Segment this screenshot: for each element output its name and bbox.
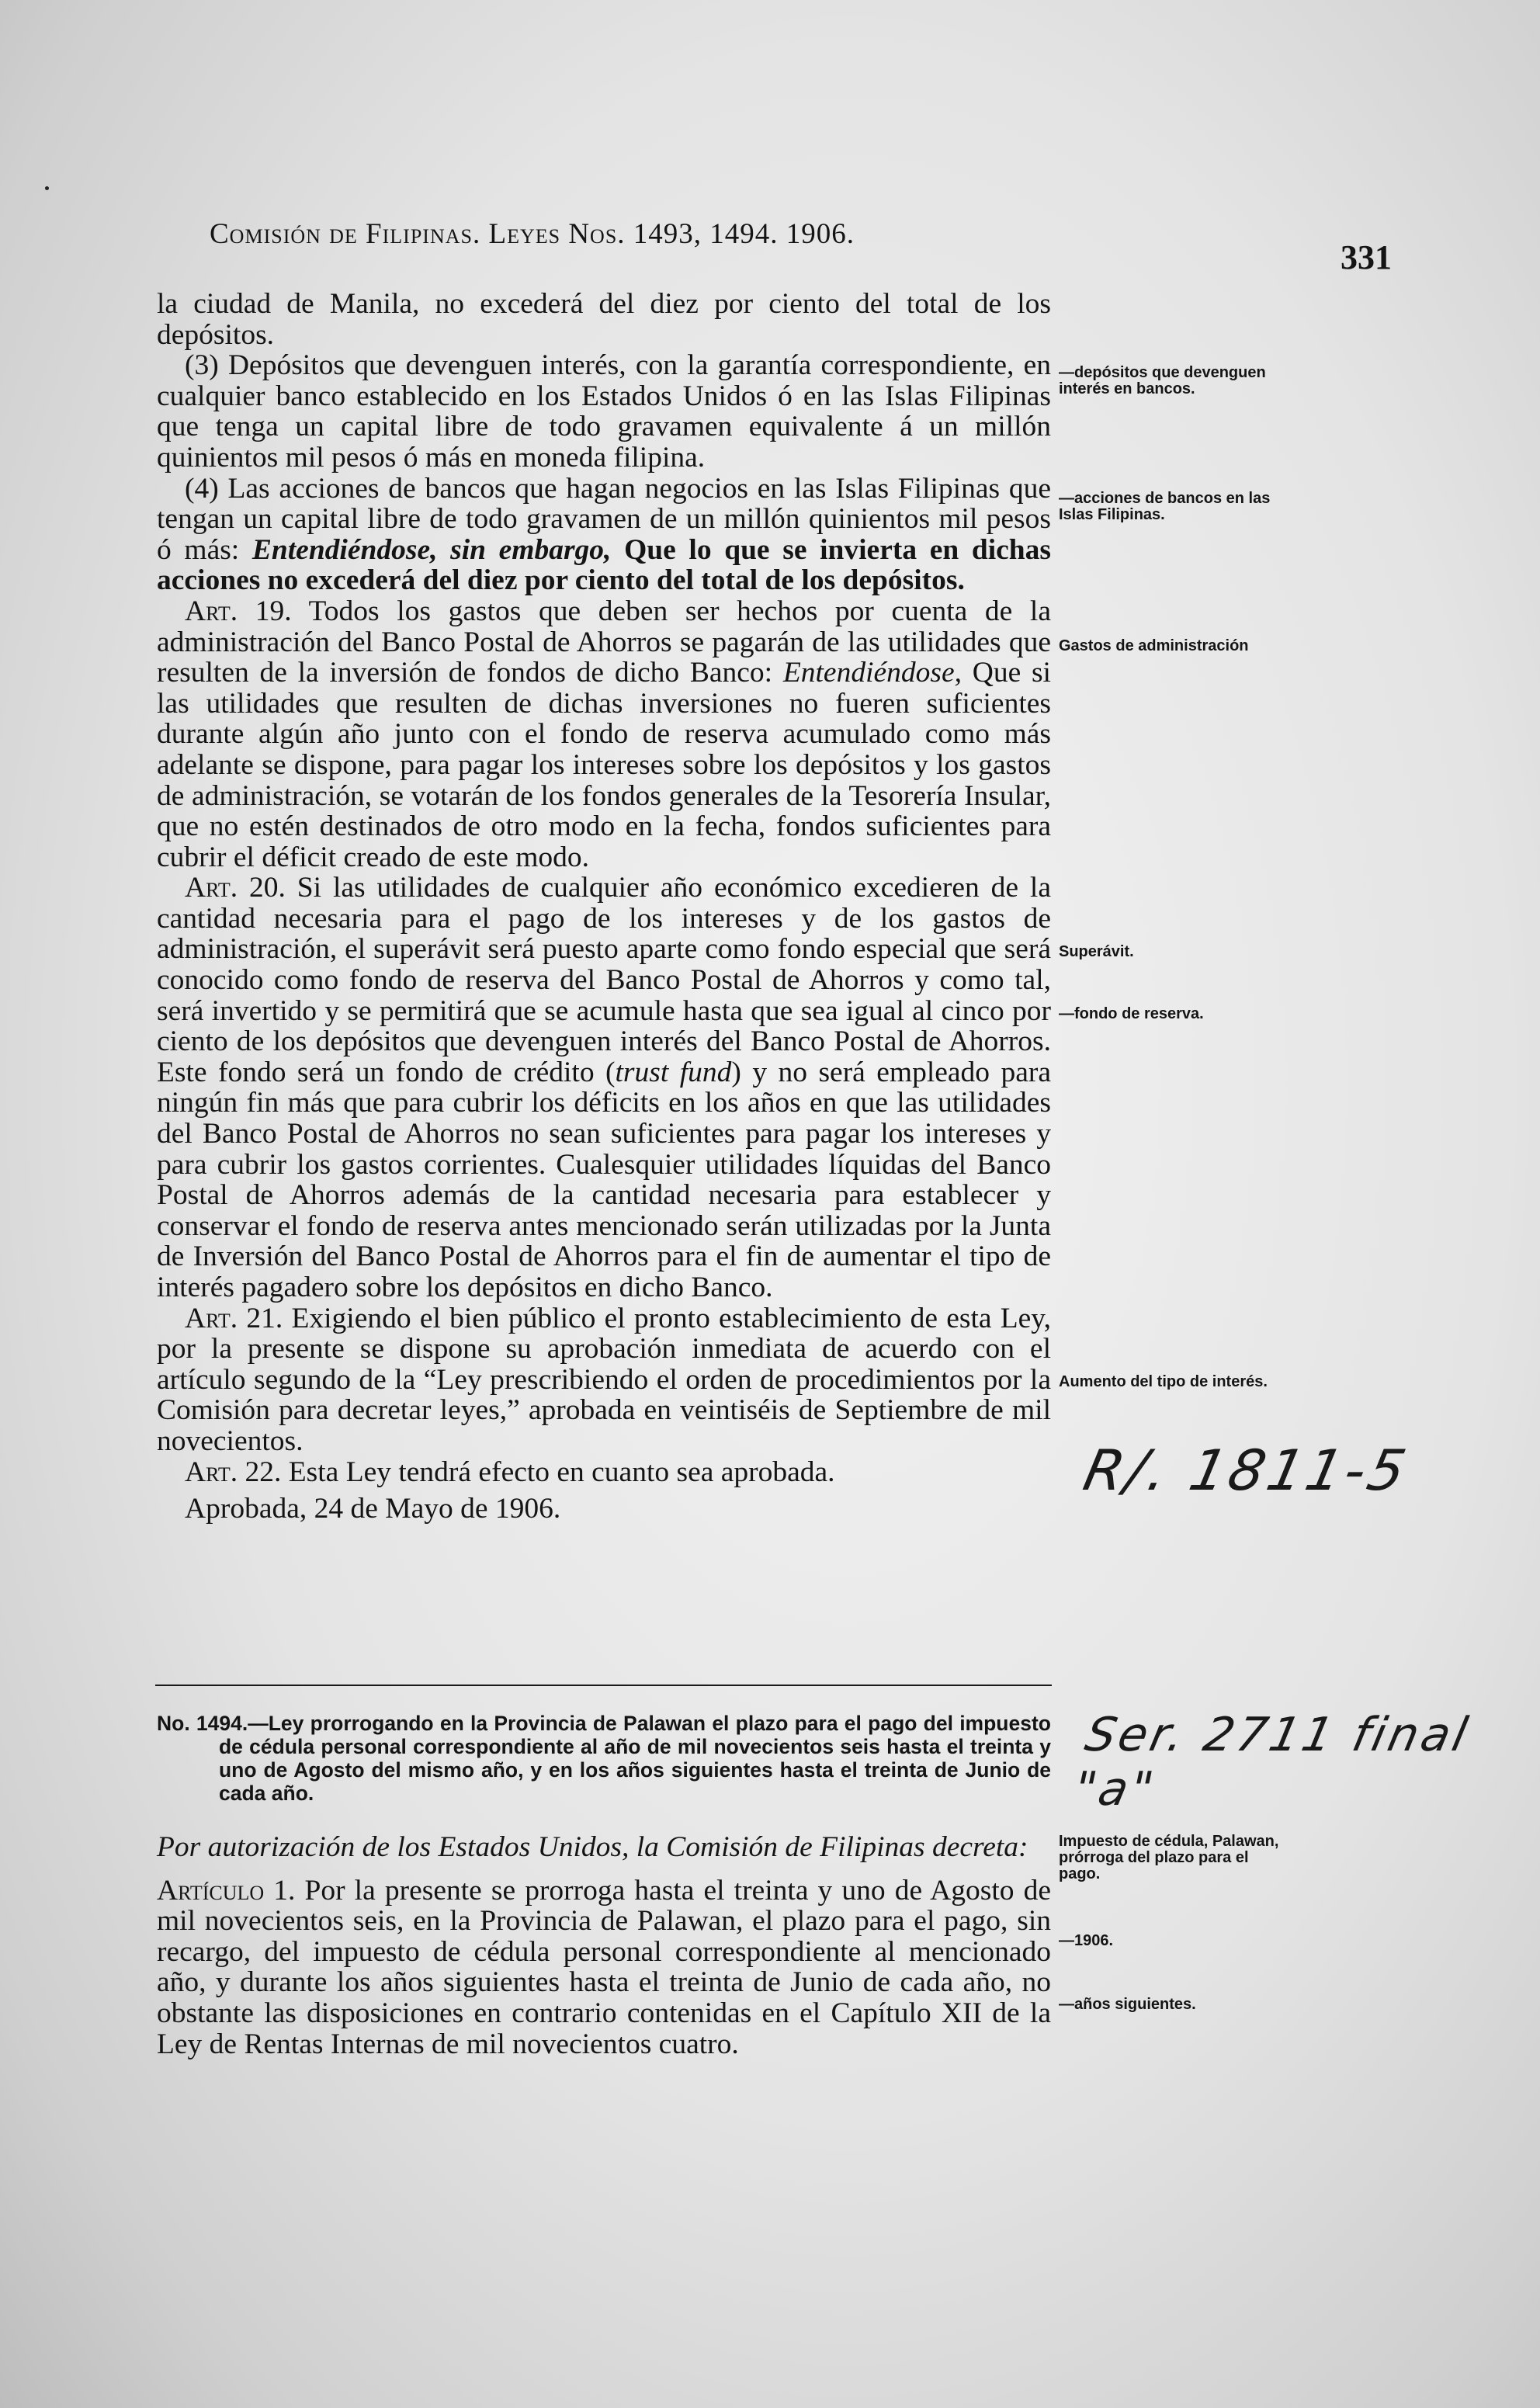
article-19 [157,596,1051,873]
item-4-proviso: Entendiéndose, sin embargo, [251,533,612,566]
article-20-label: Art. 20. [185,872,286,904]
article-21 [157,1303,1051,1457]
handwritten-note-2: Ser. 2711 final "a" [1069,1708,1476,1816]
article-22 [157,1457,1051,1488]
article-19-text-1: Todos los gastos que deben ser hechos por cuenta de la administración del Banco Postal de Ahorros se pagarán de las utilidades que resulten de la inversión de fondos de dicho Banco: [157,595,1051,689]
article-19-text-2: Que si las utilidades que resulten de dichas inversiones no fueren suficientes durante algún año junto con el fondo de reserva acumulado como más adelante se dispone, para pagar los intereses sobre los depósitos y los gastos de administración, se votarán de los fondos generales de la Tesorería Insular, que no estén destinados de otro modo en la fecha, fondos suficientes para cubrir el déficit creado de este modo. [157,657,1051,873]
article-21-text: Exigiendo el bien público el pronto establecimiento de esta Ley, por la presente se dispone su aprobación inmediata de acuerdo con el artículo segundo de la “Ley prescribiendo el orden de procedimientos por la Comisión para decretar leyes,” aprobada en veintiséis de Septiembre de mil novecientos. [157,1302,1051,1457]
margin-note-superavit: Superávit. [1059,943,1134,960]
handwritten-note-1: R/. 1811-5 [1078,1438,1415,1503]
running-title: Comisión de Filipinas. Leyes Nos. 1493, 1494. 1906. [210,218,855,250]
article-20-text-1: Si las utilidades de cualquier año económico excedieren de la cantidad necesaria para el pago de los intereses y de los gastos de administración, el superávit será puesto aparte como fondo especial que será conocido como fondo de reserva del Banco Postal de Ahorros y como tal, será invertido y se permitirá que se acumule hasta que sea igual al cinco por ciento de los depósitos que devenguen interés del Banco Postal de Ahorros. Este fondo será un fondo de crédito ( [157,872,1051,1088]
margin-note-year: —1906. [1059,1932,1114,1949]
opening-paragraph: la ciudad de Manila, no excederá del diez por ciento del total de los depósitos. [157,288,1051,351]
section-divider [155,1685,1052,1686]
scan-speck [45,186,49,190]
article-20 [157,873,1051,1303]
item-4 [157,474,1051,596]
article-20-trust-fund: trust fund [615,1056,732,1088]
margin-note-fondo: —fondo de reserva. [1059,1005,1204,1022]
margin-note-gastos: Gastos de administración [1059,637,1249,654]
item-4-text: (4) Las acciones de bancos que hagan negocios en las Islas Filipinas que tengan un capital libre de todo gravamen de un millón quinientos mil pesos ó más: [157,472,1051,566]
article-19-label: Art. 19. [185,595,292,627]
running-header [210,217,1296,251]
article-22-text: Esta Ley tendrá efecto en cuanto sea aprobada. [281,1456,835,1488]
enacting-clause: Por autorización de los Estados Unidos, la Comisión de Filipinas decreta: [157,1831,1028,1863]
article-21-label: Art. 21. [185,1302,283,1334]
item-4-limit: Que lo que se invierta en dichas acciones no excederá del diez por ciento del total de los depósitos. [157,533,1052,597]
margin-note-impuesto: Impuesto de cédula, Palawan, prórroga del plazo para el pago. [1059,1833,1279,1882]
article-20-text-2: ) y no será empleado para ningún fin más que para cubrir los déficits en los años en que las utilidades del Banco Postal de Ahorros no sean suficientes para pagar los intereses y para cubrir los gastos corrientes. Cualesquier utilidades líquidas del Banco Postal de Ahorros además de la cantidad necesaria para establecer y conservar el fondo de reserva antes mencionado serán utilizadas por la Junta de Inversión del Banco Postal de Ahorros para el fin de aumentar el tipo de interés pagadero sobre los depósitos en dicho Banco. [157,1056,1052,1303]
article-22-label: Art. 22. [185,1456,282,1488]
act-1494-article-1-text: Por la presente se prorroga hasta el treinta y uno de Agosto de mil novecientos seis, en la Provincia de Palawan, el plazo para el pago, sin recargo, del impuesto de cédula personal correspondiente al mencionado año, y durante los años siguientes hasta el treinta de Junio de cada año, no obstante las disposiciones en contrario contenidas en el Capítulo XII de la Ley de Rentas Internas de mil novecientos cuatro. [157,1874,1051,2060]
page-number: 331 [1341,238,1392,276]
continued-section [157,289,1051,1525]
approval-date: Aprobada, 24 de Mayo de 1906. [185,1493,561,1525]
act-1494-article-1 [157,1875,1051,2060]
act-1494-title [157,1712,1051,1805]
item-3: (3) Depósitos que devenguen interés, con la garantía correspondiente, en cualquier banco establecido en los Estados Unidos ó en las Islas Filipinas que tenga un capital libre de todo gravamen equivalente á un millón quinientos mil pesos ó más en moneda filipina. [157,349,1051,474]
act-1494-title-text: —Ley prorrogando en la Provincia de Palawan el plazo para el pago del impuesto de cédula personal correspondiente al año de mil novecientos seis hasta el treinta y uno de Agosto del mismo año, y en los años siguientes hasta el treinta de Junio de cada año. [219,1712,1051,1805]
margin-note-depositos: —depósitos que devenguen interés en bancos. [1059,364,1266,397]
margin-note-acciones: —acciones de bancos en las Islas Filipinas. [1059,490,1271,523]
act-1494-article-1-label: Artículo 1. [157,1874,296,1907]
article-19-proviso: Entendiéndose, [782,657,962,689]
act-1494-body [157,1832,1051,2059]
act-1494-number: No. 1494. [157,1712,248,1735]
margin-note-aumento: Aumento del tipo de interés. [1059,1373,1268,1390]
margin-note-anos: —años siguientes. [1059,1996,1196,2013]
